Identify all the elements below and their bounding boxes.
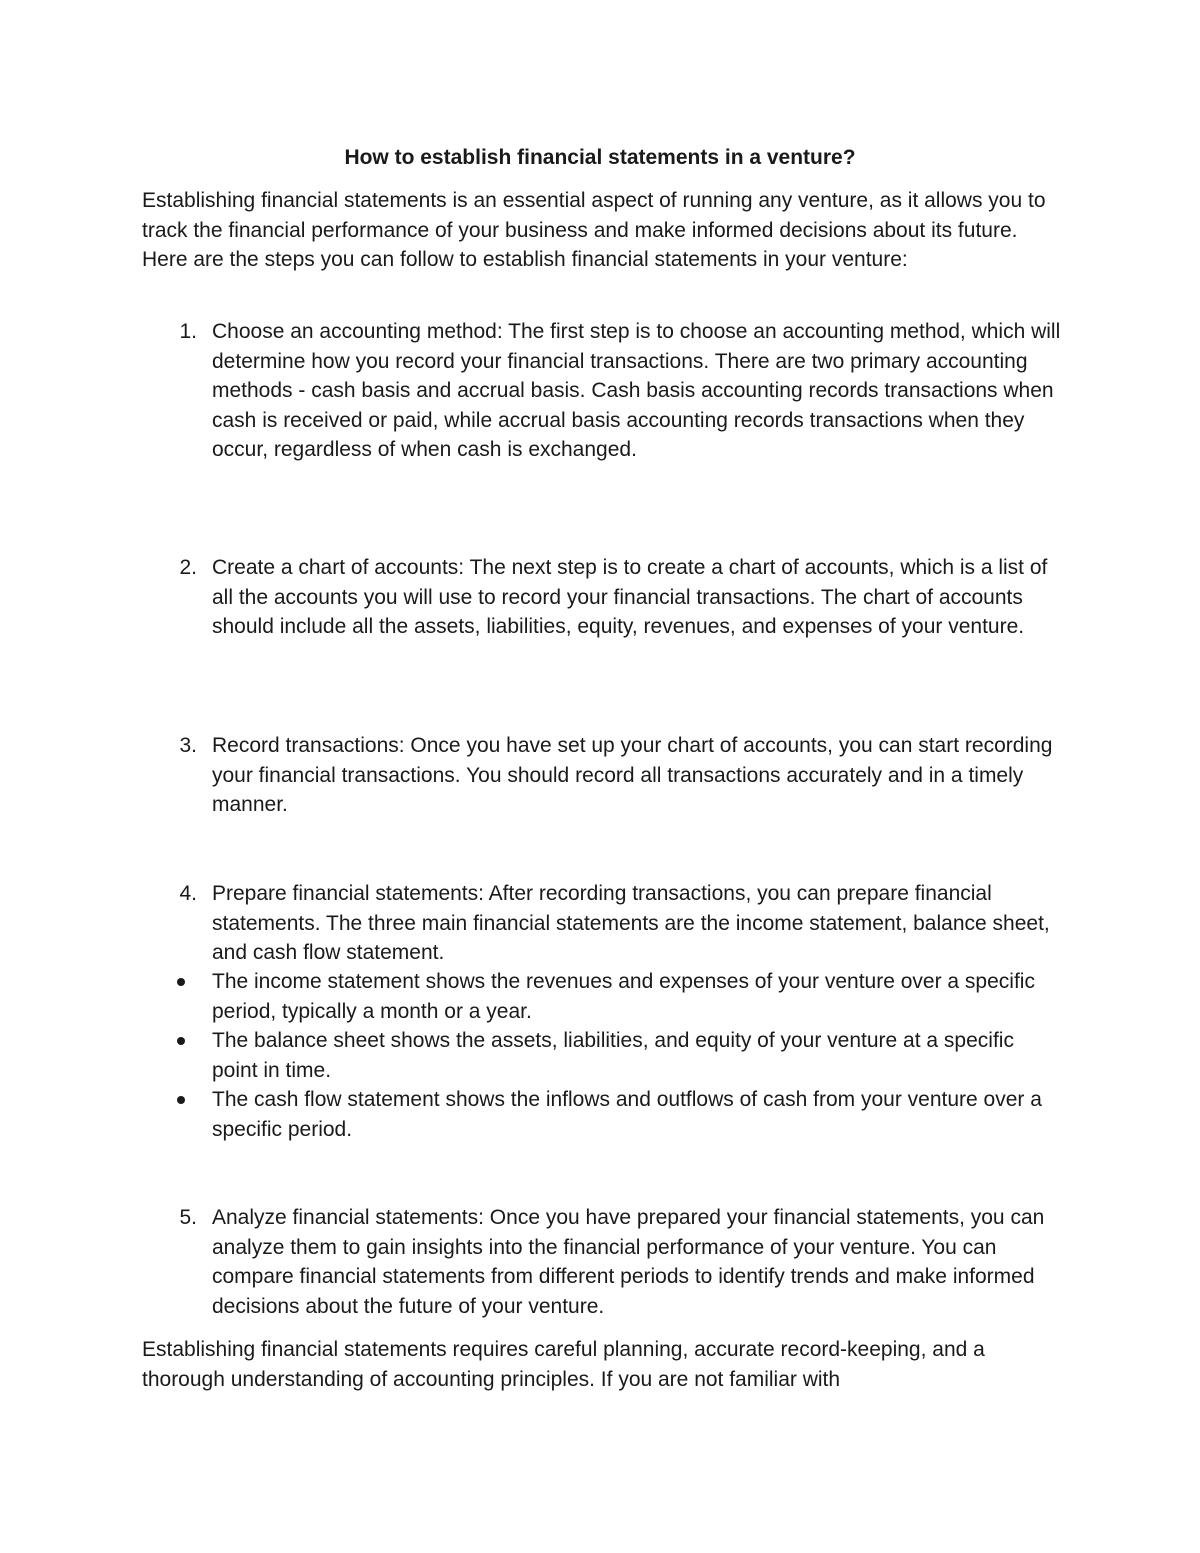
step-number: 4. (179, 882, 197, 905)
bullet-item-balance-sheet (142, 1026, 1062, 1085)
step-number: 2. (179, 556, 197, 579)
list-item-step-4 (142, 879, 1062, 968)
step-text: Analyze financial statements: Once you have prepared your financial statements, you can analyze them to gain insights into the financial performance of your venture. You can compare financial statements from different periods to identify trends and make informed decisions about the future of your venture. (212, 1206, 1045, 1318)
document-title: How to establish financial statements in a venture? (344, 146, 856, 169)
step-number: 3. (179, 734, 197, 757)
closing-paragraph: Establishing financial statements requires careful planning, accurate record-keeping, and a thorough understanding of accounting principles. If you are not familiar with (142, 1338, 985, 1391)
list-item-step-1 (142, 317, 1062, 465)
bullet-item-cash-flow-statement (142, 1085, 1062, 1144)
bullet-text: The cash flow statement shows the inflows and outflows of cash from your venture over a specific period. (212, 1088, 1042, 1141)
list-item-step-2 (142, 553, 1062, 642)
step-text: Prepare financial statements: After recording transactions, you can prepare financial statements. The three main financial statements are the income statement, balance sheet, and cash flow statement. (212, 882, 1050, 964)
bullet-dot-icon (177, 1037, 185, 1045)
step-number: 5. (179, 1206, 197, 1229)
step-text: Create a chart of accounts: The next step is to create a chart of accounts, which is a list of all the accounts you will use to record your financial transactions. The chart of accounts should include all the assets, liabilities, equity, revenues, and expenses of your venture. (212, 556, 1048, 638)
step-text: Choose an accounting method: The first step is to choose an accounting method, which will determine how you record your financial transactions. There are two primary accounting methods - cash basis and accrual basis. Cash basis accounting records transactions when cash is received or paid, while accrual basis accounting records transactions when they occur, regardless of when cash is exchanged. (212, 320, 1061, 461)
bullet-dot-icon (177, 978, 185, 986)
list-item-step-5 (142, 1203, 1062, 1321)
step-text: Record transactions: Once you have set up your chart of accounts, you can start recording your financial transactions. You should record all transactions accurately and in a timely manner. (212, 734, 1053, 816)
step-number: 1. (179, 320, 197, 343)
intro-paragraph: Establishing financial statements is an essential aspect of running any venture, as it allows you to track the financial performance of your business and make informed decisions about its future. Here are the steps you can follow to establish financial statements in your venture: (142, 189, 1046, 271)
bullet-text: The income statement shows the revenues and expenses of your venture over a specific period, typically a month or a year. (212, 970, 1035, 1023)
bullet-dot-icon (177, 1096, 185, 1104)
bullet-text: The balance sheet shows the assets, liabilities, and equity of your venture at a specific point in time. (212, 1029, 1014, 1082)
list-item-step-3 (142, 731, 1062, 820)
bullet-item-income-statement (142, 967, 1062, 1026)
